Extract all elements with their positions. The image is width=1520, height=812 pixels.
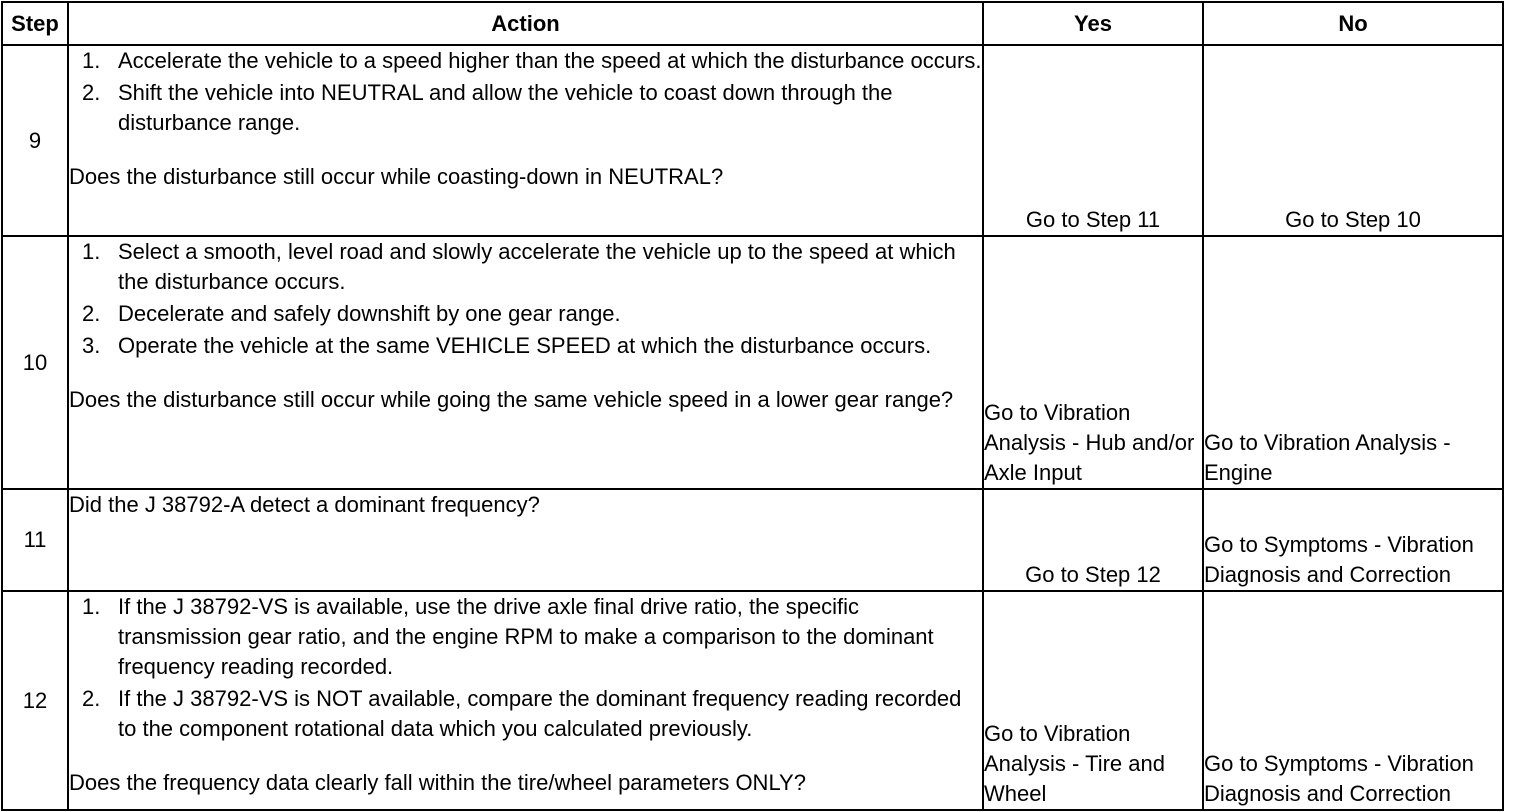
yes-result: Go to Step 12 [983, 489, 1203, 591]
step-instruction: Shift the vehicle into NEUTRAL and allow the vehicle to coast down through the disturbance range. [118, 80, 893, 135]
no-result: Go to Symptoms - Vibration Diagnosis and Correction [1203, 489, 1503, 591]
action-cell [68, 489, 983, 591]
list-item: 3. Operate the vehicle at the same VEHICLE SPEED at which the disturbance occurs. [82, 333, 932, 358]
diagnostic-table [1, 1, 1504, 811]
table-row [2, 489, 1503, 591]
header-row [2, 2, 1503, 45]
list-item: 1. If the J 38792-VS is available, use the drive axle final drive ratio, the specific transmission gear ratio, and the engine RPM to make a comparison to the dominant frequency reading recorded. [82, 594, 934, 679]
step-instruction: Select a smooth, level road and slowly accelerate the vehicle up to the speed at which the disturbance occurs. [118, 239, 956, 294]
header-step: Step [2, 2, 68, 45]
action-steps-list [69, 46, 982, 138]
step-question: Does the frequency data clearly fall within the tire/wheel parameters ONLY? [69, 770, 806, 795]
action-cell [68, 236, 983, 489]
list-item: 1. Select a smooth, level road and slowly accelerate the vehicle up to the speed at which the disturbance occurs. [82, 239, 956, 294]
list-item: 2. If the J 38792-VS is NOT available, compare the dominant frequency reading recorded to the component rotational data which you calculated previously. [82, 686, 962, 741]
header-no: No [1203, 2, 1503, 45]
action-steps-list [69, 237, 982, 361]
yes-result: Go to Vibration Analysis - Tire and Wheel [983, 591, 1203, 810]
action-cell [68, 45, 983, 236]
step-question: Did the J 38792-A detect a dominant frequency? [69, 492, 540, 517]
step-instruction: If the J 38792-VS is available, use the drive axle final drive ratio, the specific transmission gear ratio, and the engine RPM to make a comparison to the dominant frequency reading recorded. [118, 594, 934, 679]
table-row [2, 236, 1503, 489]
action-steps-list [69, 592, 982, 744]
header-action: Action [68, 2, 983, 45]
list-item: 1. Accelerate the vehicle to a speed higher than the speed at which the disturbance occurs. [82, 48, 982, 73]
yes-result: Go to Vibration Analysis - Hub and/or Axle Input [983, 236, 1203, 489]
header-yes: Yes [983, 2, 1203, 45]
list-item: 2. Decelerate and safely downshift by one gear range. [82, 301, 621, 326]
step-question: Does the disturbance still occur while coasting-down in NEUTRAL? [69, 164, 724, 189]
table-row [2, 591, 1503, 810]
step-number: 12 [2, 591, 68, 810]
table-row [2, 45, 1503, 236]
step-number: 9 [2, 45, 68, 236]
step-instruction: Operate the vehicle at the same VEHICLE SPEED at which the disturbance occurs. [118, 333, 932, 358]
step-number: 11 [2, 489, 68, 591]
no-result: Go to Step 10 [1203, 45, 1503, 236]
no-result: Go to Symptoms - Vibration Diagnosis and Correction [1203, 591, 1503, 810]
step-question: Does the disturbance still occur while going the same vehicle speed in a lower gear range? [69, 387, 954, 412]
yes-result: Go to Step 11 [983, 45, 1203, 236]
step-instruction: Decelerate and safely downshift by one gear range. [118, 301, 621, 326]
no-result: Go to Vibration Analysis - Engine [1203, 236, 1503, 489]
step-instruction: Accelerate the vehicle to a speed higher than the speed at which the disturbance occurs. [118, 48, 982, 73]
step-instruction: If the J 38792-VS is NOT available, compare the dominant frequency reading recorded to the component rotational data which you calculated previously. [118, 686, 962, 741]
list-item: 2. Shift the vehicle into NEUTRAL and allow the vehicle to coast down through the disturbance range. [82, 80, 893, 135]
action-cell [68, 591, 983, 810]
step-number: 10 [2, 236, 68, 489]
